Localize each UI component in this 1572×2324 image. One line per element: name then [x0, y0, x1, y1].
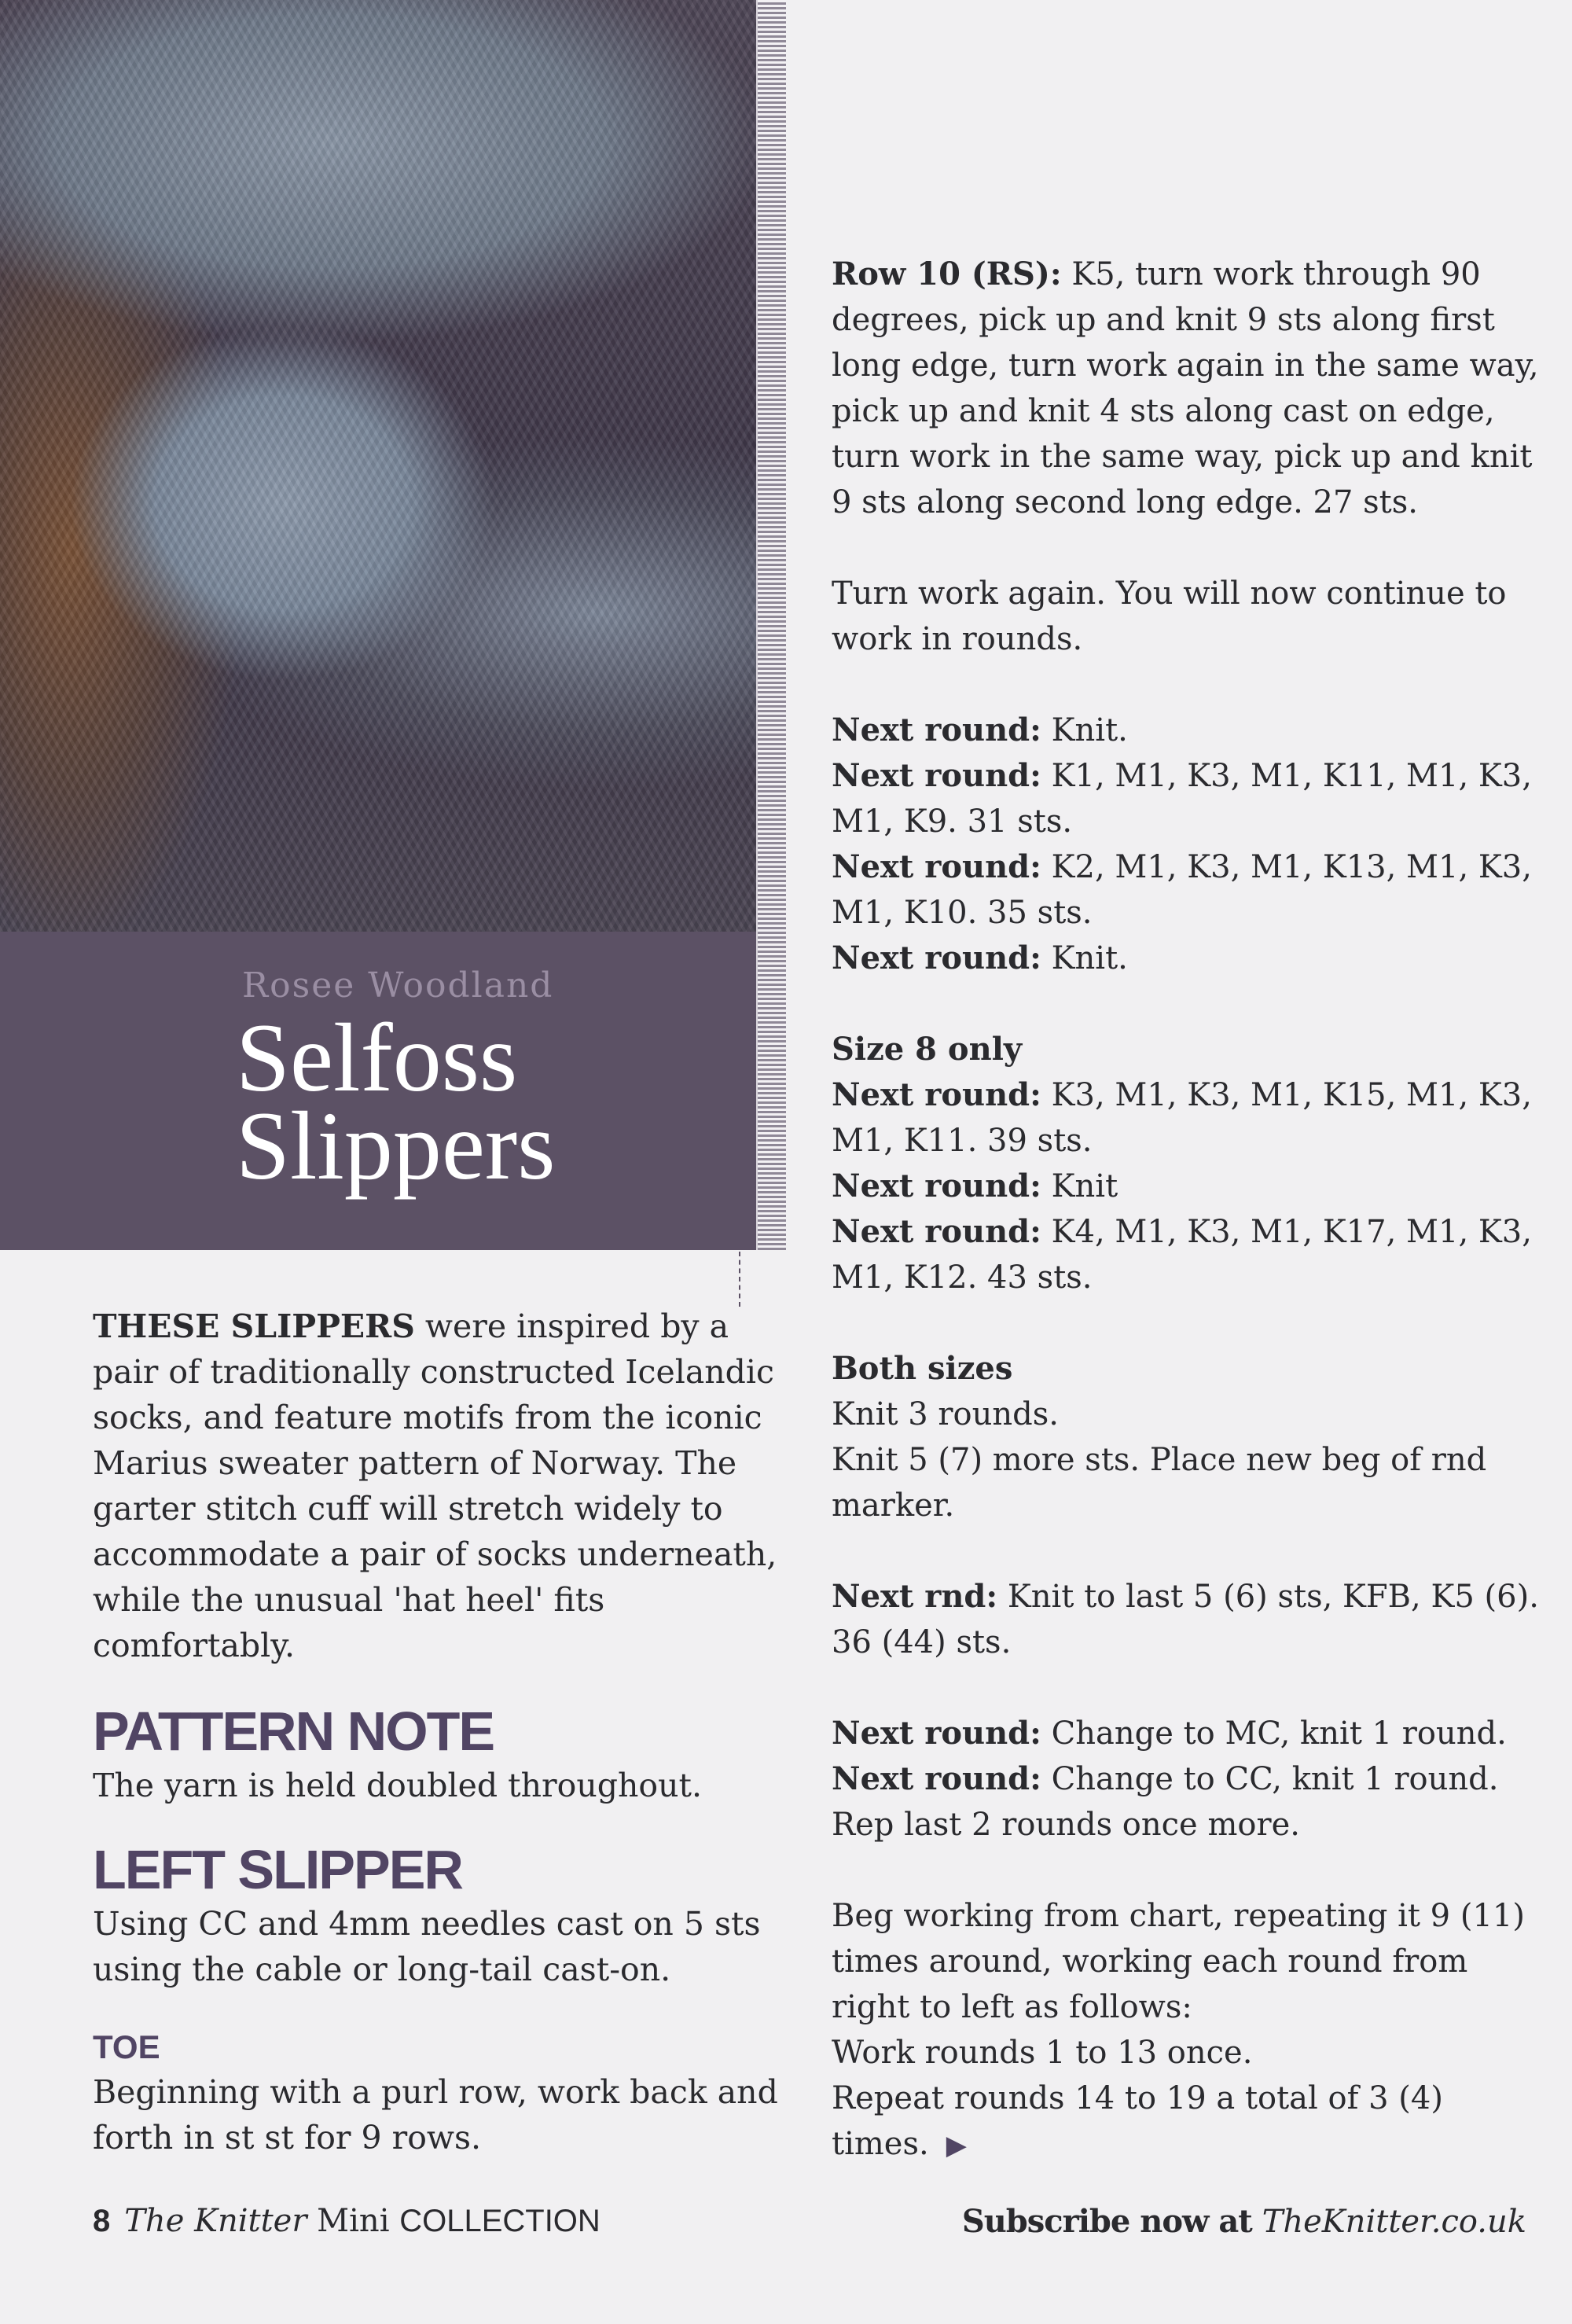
size8-round-3: Next round: K4, M1, K3, M1, K17, M1, K3, M1, K12. 43 sts.: [832, 1213, 1532, 1296]
size8-round-2: Next round: Knit: [832, 1168, 1118, 1204]
both-sizes-line-1: Knit 3 rounds.: [832, 1396, 1059, 1432]
footer-subscribe: [962, 2203, 1526, 2240]
cc-round: Next round: Change to CC, knit 1 round.: [832, 1760, 1499, 1797]
intro-paragraph: [93, 1304, 784, 1668]
author-byline: Rosee Woodland: [242, 965, 554, 1006]
binding-edge: [756, 0, 786, 1250]
page-number: 8: [93, 2204, 111, 2238]
left-column: [93, 1304, 784, 2160]
round-4: Next round: Knit.: [832, 940, 1128, 976]
right-column: [832, 252, 1539, 2168]
collection-label: COLLECTION: [399, 2204, 601, 2238]
next-rnd-instruction: Next rnd: Knit to last 5 (6) sts, KFB, K5 (6). 36 (44) sts.: [832, 1578, 1539, 1660]
website-link: TheKnitter.co.uk: [1262, 2204, 1526, 2240]
round-1: Next round: Knit.: [832, 712, 1128, 748]
pattern-note-text: The yarn is held doubled throughout.: [93, 1767, 702, 1804]
footer-folio: 8 The Knitter Mini COLLECTION: [93, 2203, 601, 2239]
magazine-name: The Knitter: [124, 2203, 307, 2239]
chart-rounds-2: Repeat rounds 14 to 19 a total of 3 (4) times. ▶: [832, 2080, 1443, 2162]
turn-instruction: Turn work again. You will now continue to work in rounds.: [832, 575, 1507, 657]
toe-text: Beginning with a purl row, work back and forth in st st for 9 rows.: [93, 2073, 778, 2157]
left-slipper-text: Using CC and 4mm needles cast on 5 sts using the cable or long-tail cast-on.: [93, 1905, 761, 1988]
size8-heading: Size 8 only: [832, 1031, 1023, 1068]
row10-instruction: Row 10 (RS): K5, turn work through 90 degrees, pick up and knit 9 sts along first long edge, turn work again in the same way, pick up and knit 4 sts along cast on edge, turn work in the same way, pick up and knit 9 sts along second long edge. 27 sts.: [832, 256, 1539, 520]
row10-label: Row 10 (RS):: [832, 256, 1062, 292]
intro-lead: THESE SLIPPERS: [93, 1307, 415, 1345]
title-line-1: Selfoss: [236, 1004, 518, 1112]
left-slipper-heading: LEFT SLIPPER: [93, 1839, 462, 1900]
binding-mark: [739, 1252, 744, 1307]
subscribe-text: Subscribe now at: [961, 2203, 1262, 2240]
toe-heading: TOE: [93, 2028, 160, 2065]
round-2: Next round: K1, M1, K3, M1, K11, M1, K3, M1, K9. 31 sts.: [832, 757, 1532, 840]
continue-arrow-icon: ▶: [946, 2130, 967, 2161]
size8-round-1: Next round: K3, M1, K3, M1, K15, M1, K3, M1, K11. 39 sts.: [832, 1076, 1532, 1159]
round-3: Next round: K2, M1, K3, M1, K13, M1, K3, M1, K10. 35 sts.: [832, 848, 1532, 931]
intro-text: were inspired by a pair of traditionally constructed Icelandic socks, and feature motifs from the iconic Marius sweater pattern of Norway. The garter stitch cuff will stretch widely to accommodate a pair of socks underneath, while the unusual 'hat heel' fits comfortably.: [93, 1307, 777, 1664]
page-title: [236, 1004, 707, 1200]
mc-round: Next round: Change to MC, knit 1 round.: [832, 1715, 1507, 1752]
both-sizes-heading: Both sizes: [832, 1350, 1013, 1387]
both-sizes-line-2: Knit 5 (7) more sts. Place new beg of rnd marker.: [832, 1442, 1487, 1524]
pattern-note-heading: PATTERN NOTE: [93, 1701, 494, 1762]
chart-rounds-1: Work rounds 1 to 13 once.: [832, 2035, 1253, 2071]
title-line-2: Slippers: [236, 1092, 556, 1200]
chart-instruction: Beg working from chart, repeating it 9 (11) times around, working each round from right to left as follows:: [832, 1898, 1525, 2025]
repeat-instruction: Rep last 2 rounds once more.: [832, 1807, 1300, 1843]
slipper-photo: [0, 0, 780, 932]
